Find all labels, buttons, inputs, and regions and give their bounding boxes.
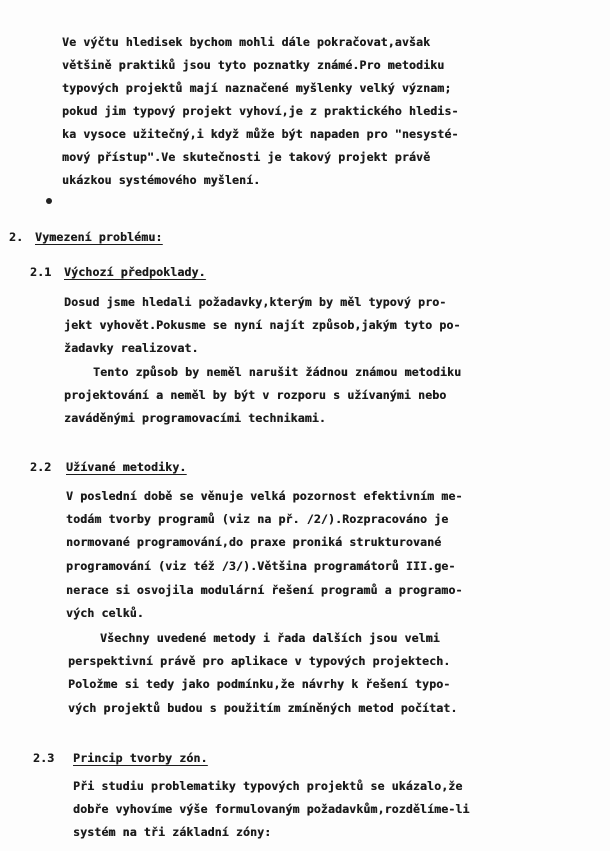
subsection-number: 2.1: [30, 265, 52, 279]
text-line: dobře vyhovíme výše formulovaným požadavkům,rozdělíme-li: [73, 802, 470, 816]
text-line: systém na tři základní zóny:: [73, 825, 272, 839]
text-line: projektování a neměl by být v rozporu s užívanými nebo: [64, 388, 447, 402]
text-line: Položme si tedy jako podmínku,že návrhy k řešení typo-: [68, 677, 451, 691]
text-line: jekt vyhovět.Pokusme se nyní najít způsob,jakým tyto po-: [64, 318, 461, 332]
text-line: programování (viz též /3/).Většina programátorů III.ge-: [66, 559, 456, 573]
text-line: vých celků.: [66, 606, 144, 620]
text-line: většině praktiků jsou tyto poznatky známé.Pro metodiku: [62, 58, 445, 72]
subsection-number: 2.2: [30, 460, 52, 474]
subsection-heading: Užívané metodiky.: [66, 460, 187, 474]
section-number: 2.: [9, 230, 24, 244]
text-line: V poslední době se věnuje velká pozornost efektivním me-: [66, 489, 463, 503]
text-line: ukázkou systémového myšlení.: [62, 173, 261, 187]
text-line: Při studiu problematiky typových projektů se ukázalo,že: [73, 779, 463, 793]
text-line: todám tvorby programů (viz na př. /2/).Rozpracováno je: [66, 512, 449, 526]
text-line: typových projektů mají naznačené myšlenky velký význam;: [62, 81, 452, 95]
text-line: normované programování,do praxe proniká strukturované: [66, 535, 442, 549]
text-line: ka vysoce užitečný,i když může být napaden pro "nesysté-: [62, 127, 459, 141]
text-line: perspektivní právě pro aplikace v typových projektech.: [68, 654, 451, 668]
text-line: Tento způsob by neměl narušit žádnou známou metodiku: [93, 365, 462, 379]
text-line: vých projektů budou s použitím zmíněných metod počítat.: [68, 701, 458, 715]
bullet-mark: [46, 198, 52, 204]
text-line: zaváděnými programovacími technikami.: [64, 411, 326, 425]
text-line: pokud jim typový projekt vyhoví,je z praktického hledis-: [62, 104, 459, 118]
subsection-heading: Princip tvorby zón.: [73, 751, 208, 765]
text-line: Ve výčtu hledisek bychom mohli dále pokračovat,avšak: [62, 35, 431, 49]
text-line: žadavky realizovat.: [64, 341, 199, 355]
text-line: nerace si osvojila modulární řešení programů a programo-: [66, 583, 463, 597]
subsection-number: 2.3: [33, 751, 55, 765]
text-line: Dosud jsme hledali požadavky,kterým by měl typový pro-: [64, 295, 447, 309]
section-heading: Vymezení problému:: [35, 230, 163, 244]
text-line: mový přístup".Ve skutečnosti je takový projekt právě: [62, 150, 431, 164]
text-line: Všechny uvedené metody i řada dalších jsou velmi: [100, 631, 440, 645]
subsection-heading: Výchozí předpoklady.: [64, 265, 206, 279]
